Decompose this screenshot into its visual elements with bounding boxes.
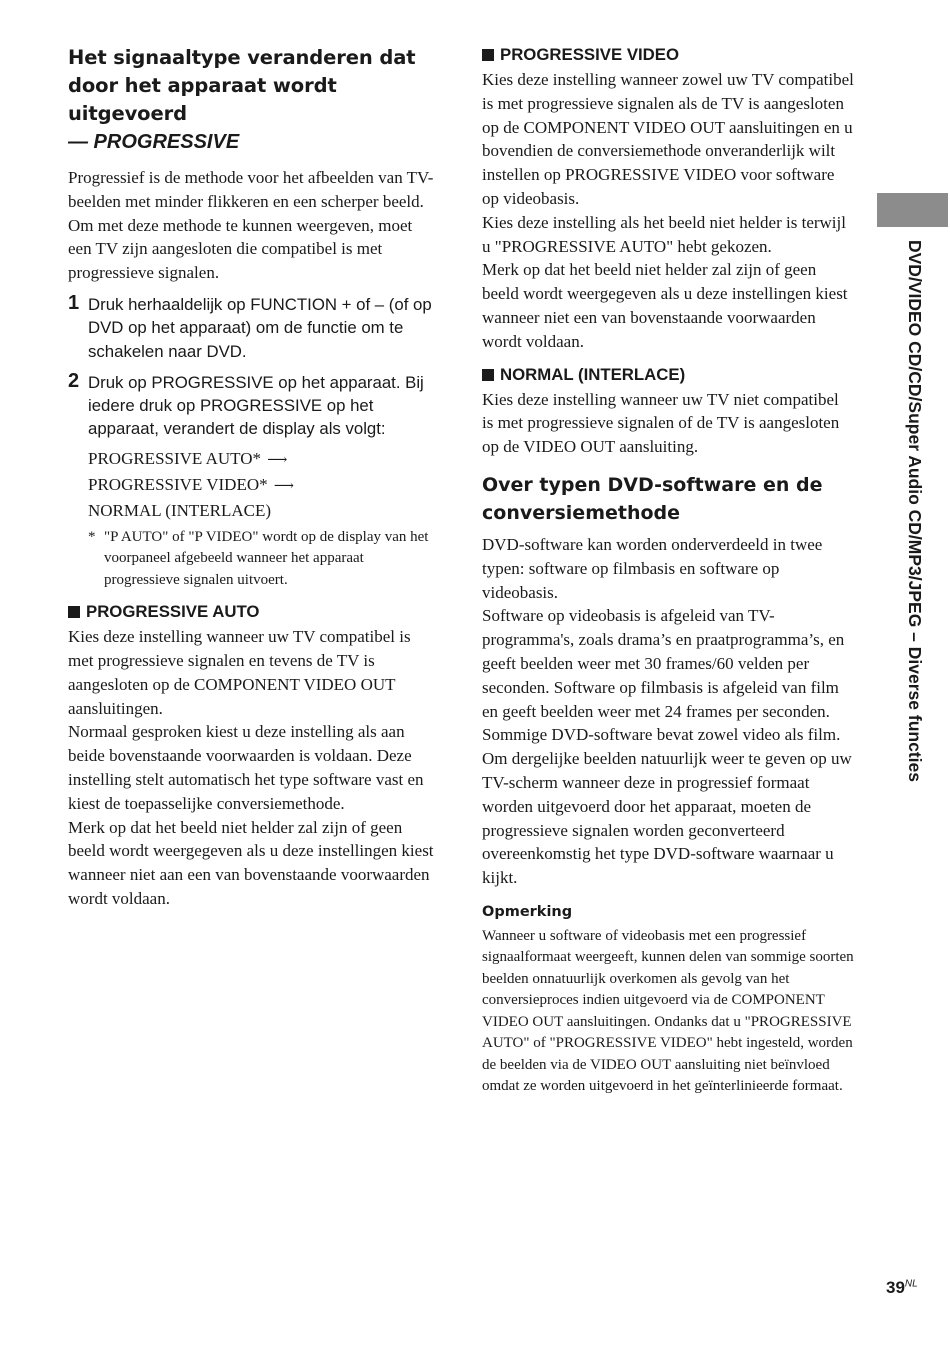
sequence-item: PROGRESSIVE AUTO* ⟶ xyxy=(88,448,288,468)
step-text: Druk op PROGRESSIVE op het apparaat. Bij iedere druk op PROGRESSIVE op het apparaat, verandert de display als volgt: xyxy=(88,372,424,439)
intro-paragraph: Progressief is de methode voor het afbeelden van TV-beelden met minder flikkeren en een scherper beeld. Om met deze methode te kunnen weergeven, moet een TV zijn aangesloten die compatibel is met progressieve signalen. xyxy=(68,168,434,283)
square-bullet-icon xyxy=(68,606,80,618)
paragraph: Merk op dat het beeld niet helder zal zijn of geen beeld wordt weergegeven als u deze instellingen kiest wanneer niet aan een van bovenstaande voorwaarden wordt voldaan. xyxy=(68,817,434,909)
paragraph: Kies deze instelling wanneer zowel uw TV compatibel is met progressieve signalen als de TV is aangesloten op de COMPONENT VIDEO OUT aansluitingen en u bovendien de conversiemethode onveranderlijk wilt instellen op PROGRESSIVE VIDEO voor software op videobasis. xyxy=(482,70,854,208)
paragraph: Kies deze instelling wanneer uw TV compatibel is met progressieve signalen en tevens de TV is aangesloten op de COMPONENT VIDEO OUT aansluitingen. xyxy=(68,627,411,718)
step-1 xyxy=(68,293,440,363)
paragraph: Software op videobasis is afgeleid van TV-programma's, zoals drama’s en praatprogramma’s, en geeft beelden weer met 30 frames/60 velden per seconden. Software op filmbasis is afgeleid van film en geeft beelden weer met 24 frames per seconden. Sommige DVD-software bevat zowel video als film. xyxy=(482,606,845,745)
step-number: 1 xyxy=(68,291,80,314)
paragraph: Merk op dat het beeld niet helder zal zijn of geen beeld wordt weergegeven als u deze instellingen kiest wanneer niet een van bovenstaande voorwaarden wordt voldaan. xyxy=(482,260,848,351)
right-column xyxy=(482,44,854,1098)
sequence-item: NORMAL (INTERLACE) xyxy=(88,500,272,520)
step-2 xyxy=(68,371,440,441)
progressive-video-heading: PROGRESSIVE VIDEO xyxy=(482,44,854,66)
side-tab-marker xyxy=(877,193,948,227)
note-heading: Opmerking xyxy=(482,903,573,920)
step-number: 2 xyxy=(68,369,80,392)
dvd-software-heading: Over typen DVD-software en de conversiemethode xyxy=(482,473,823,524)
language-suffix: NL xyxy=(904,1278,918,1290)
footnote-mark: * xyxy=(88,528,96,545)
display-sequence xyxy=(68,447,440,523)
chapter-side-label: DVD/VIDEO CD/CD/Super Audio CD/MP3/JPEG – Diverse functies xyxy=(905,240,925,782)
paragraph: Kies deze instelling als het beeld niet helder is terwijl u "PROGRESSIVE AUTO" hebt gekozen. xyxy=(482,212,846,256)
sequence-item: PROGRESSIVE VIDEO* ⟶ xyxy=(88,474,294,494)
square-bullet-icon xyxy=(482,49,494,61)
normal-interlace-heading: NORMAL (INTERLACE) xyxy=(482,364,854,386)
section-subtitle: — PROGRESSIVE xyxy=(68,131,240,153)
paragraph: Om dergelijke beelden natuurlijk weer te geven op uw TV-scherm wanneer deze in progressief formaat worden uitgevoerd door het apparaat, moeten de progressieve signalen worden geconverteerd overeenkomstig het type DVD-software waarnaar u kijkt. xyxy=(482,749,852,888)
step-text: Druk herhaaldelijk op FUNCTION + of – (of op DVD op het apparaat) om de functie om te schakelen naar DVD. xyxy=(88,294,432,361)
paragraph: Normaal gesproken kiest u deze instelling als aan beide bovenstaande voorwaarden is voldaan. Deze instelling stelt automatisch het type software vast en kiest de toepasselijke conversiemethode. xyxy=(68,722,424,813)
left-column xyxy=(68,44,440,911)
note-text: Wanneer u software of videobasis met een progressief signaalformaat weergeeft, kunnen delen van sommige soorten beelden onnatuurlijk overkomen als gevolg van het conversieproces indien uitgevoerd via de COMPONENT VIDEO OUT aansluitingen. Ondanks dat u "PROGRESSIVE AUTO" of "PROGRESSIVE VIDEO" hebt ingesteld, worden de beelden via de VIDEO OUT aansluiting niet beïnvloed omdat ze worden uitgevoerd in het geïnterlinieerde formaat. xyxy=(482,927,854,1095)
paragraph: DVD-software kan worden onderverdeeld in twee typen: software op filmbasis en software op videobasis. xyxy=(482,534,823,602)
footnote-text: "P AUTO" of "P VIDEO" wordt op de display van het voorpaneel afgebeeld wanneer het apparaat progressieve signalen uitvoert. xyxy=(104,528,429,588)
progressive-auto-heading: PROGRESSIVE AUTO xyxy=(68,601,440,623)
arrow-right-icon: ⟶ xyxy=(273,478,294,494)
footnote xyxy=(68,527,440,592)
square-bullet-icon xyxy=(482,369,494,381)
arrow-right-icon: ⟶ xyxy=(267,452,288,468)
section-title: Het signaaltype veranderen dat door het apparaat wordt uitgevoerd xyxy=(68,46,416,125)
paragraph: Kies deze instelling wanneer uw TV niet compatibel is met progressieve signalen of de TV is aangesloten op de VIDEO OUT aansluiting. xyxy=(482,389,840,457)
page-number: $39^{NL}$ xyxy=(886,1278,918,1297)
